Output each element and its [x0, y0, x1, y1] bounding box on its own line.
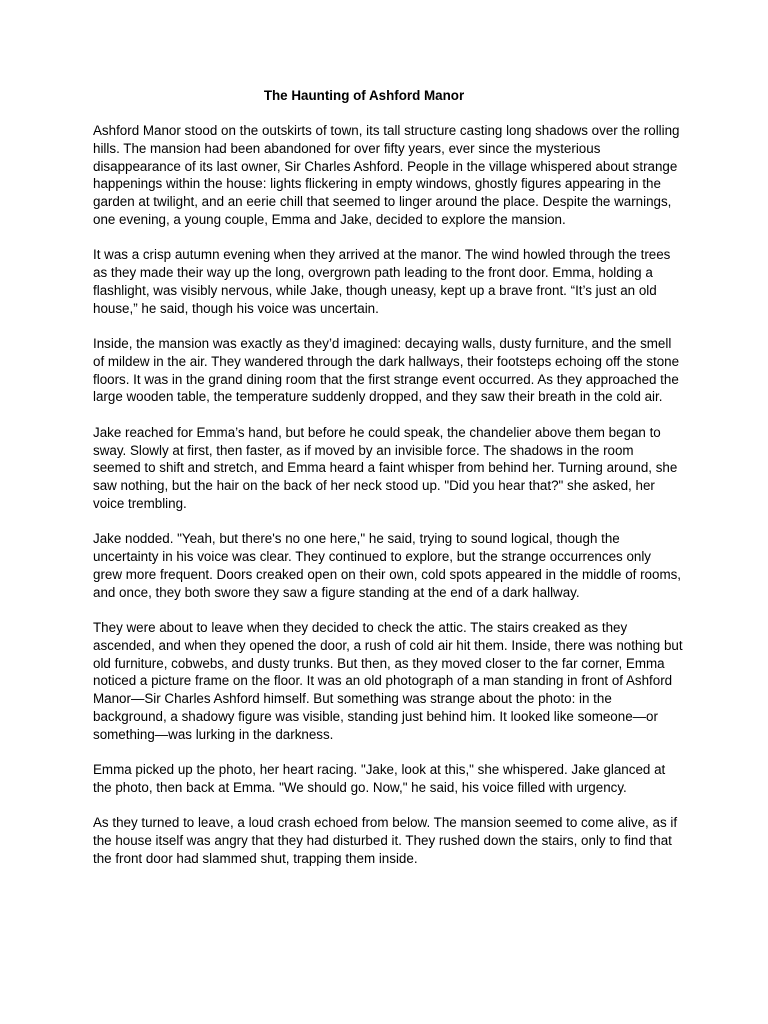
- paragraph-2: It was a crisp autumn evening when they arrived at the manor. The wind howled through the trees as they made their way up the long, overgrown path leading to the front door. Emma, holding a flashlight, was visibly nervous, while Jake, though uneasy, kept up a brave front. “It’s just an old house,” he said, though his voice was uncertain.: [93, 247, 671, 316]
- document-body: [93, 122, 683, 885]
- paragraph-1: Ashford Manor stood on the outskirts of town, its tall structure casting long shadows over the rolling hills. The mansion had been abandoned for over fifty years, ever since the mysterious disappearance of its last owner, Sir Charles Ashford. People in the village whispered about strange happenings within the house: lights flickering in empty windows, ghostly figures appearing in the garden at twilight, and an eerie chill that seemed to linger around the place. Despite the warnings, one evening, a young couple, Emma and Jake, decided to explore the mansion.: [93, 123, 680, 227]
- paragraph-5: Jake nodded. "Yeah, but there's no one here," he said, trying to sound logical, though the uncertainty in his voice was clear. They continued to explore, but the strange occurrences only grew more frequent. Doors creaked open on their own, cold spots appeared in the middle of rooms, and once, they both swore they saw a figure standing at the end of a dark hallway.: [93, 531, 682, 600]
- paragraph-7: Emma picked up the photo, her heart racing. "Jake, look at this," she whispered. Jake glanced at the photo, then back at Emma. "We should go. Now," he said, his voice filled with urgency.: [93, 762, 666, 795]
- document-title: The Haunting of Ashford Manor: [263, 88, 465, 103]
- paragraph-3: Inside, the mansion was exactly as they’d imagined: decaying walls, dusty furniture, and the smell of mildew in the air. They wandered through the dark hallways, their footsteps echoing off the stone floors. It was in the grand dining room that the first strange event occurred. As they approached the large wooden table, the temperature suddenly dropped, and they saw their breath in the cold air.: [93, 336, 680, 405]
- paragraph-6: They were about to leave when they decided to check the attic. The stairs creaked as they ascended, and when they opened the door, a rush of cold air hit them. Inside, there was nothing but old furniture, cobwebs, and dusty trunks. But then, as they moved closer to the far corner, Emma noticed a picture frame on the floor. It was an old photograph of a man standing in front of Ashford Manor—Sir Charles Ashford himself. But something was strange about the photo: in the background, a shadowy figure was visible, standing just behind him. It looked like someone—or something—was lurking in the darkness.: [93, 620, 683, 742]
- paragraph-4: Jake reached for Emma’s hand, but before he could speak, the chandelier above them began to sway. Slowly at first, then faster, as if moved by an invisible force. The shadows in the room seemed to shift and stretch, and Emma heard a faint whisper from behind her. Turning around, she saw nothing, but the hair on the back of her neck stood up. "Did you hear that?" she asked, her voice trembling.: [93, 424, 678, 511]
- paragraph-8: As they turned to leave, a loud crash echoed from below. The mansion seemed to come alive, as if the house itself was angry that they had disturbed it. They rushed down the stairs, only to find that the front door had slammed shut, trapping them inside.: [93, 815, 678, 866]
